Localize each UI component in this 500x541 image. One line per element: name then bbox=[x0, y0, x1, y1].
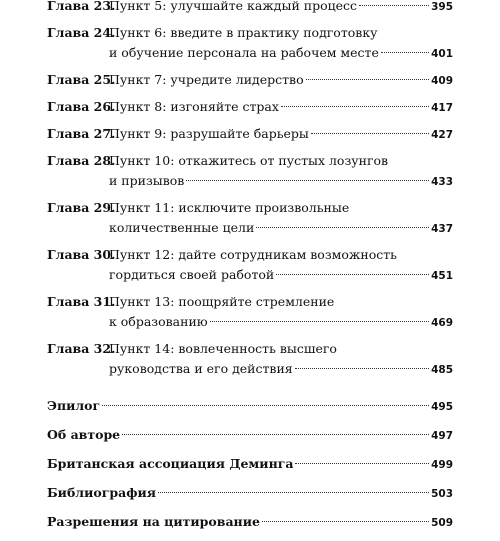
page-number: 433 bbox=[431, 176, 453, 188]
dot-leader bbox=[306, 79, 429, 80]
page-number: 503 bbox=[431, 488, 453, 500]
back-matter-line bbox=[47, 483, 453, 504]
chapter-title-text: руководства и его действия bbox=[109, 361, 293, 376]
back-matter-line bbox=[47, 512, 453, 533]
page-number: 395 bbox=[431, 1, 453, 13]
dot-leader bbox=[281, 106, 429, 107]
back-matter-title: Британская ассоциация Деминга bbox=[47, 456, 294, 471]
page-number: 469 bbox=[431, 317, 453, 329]
page-number: 409 bbox=[431, 75, 453, 87]
toc-chapter-entry bbox=[47, 0, 453, 17]
dot-leader bbox=[256, 227, 429, 228]
dot-leader bbox=[122, 434, 429, 435]
chapter-title-text: гордиться своей работой bbox=[109, 267, 275, 282]
chapter-title-line bbox=[109, 245, 453, 265]
back-matter-body bbox=[47, 396, 453, 417]
chapter-title-line bbox=[109, 339, 453, 359]
dot-leader bbox=[158, 492, 429, 493]
chapter-number: Глава 28. bbox=[47, 153, 116, 168]
back-matter-body bbox=[47, 454, 453, 475]
dot-leader bbox=[276, 274, 429, 275]
chapter-title-text: Пункт 12: дайте сотрудникам возможность bbox=[109, 247, 397, 262]
page-number: 509 bbox=[431, 517, 453, 529]
back-matter-title: Разрешения на цитирование bbox=[47, 514, 260, 529]
toc-chapter-entry bbox=[47, 151, 453, 192]
section-gap bbox=[47, 386, 453, 396]
back-matter-line bbox=[47, 425, 453, 446]
toc-back-matter-entry bbox=[47, 454, 453, 475]
chapter-title-text: Пункт 6: введите в практику подготовку bbox=[109, 25, 378, 40]
toc-chapter-entry bbox=[47, 70, 453, 91]
chapter-number: Глава 25. bbox=[47, 72, 116, 87]
chapter-title-line bbox=[109, 359, 453, 380]
back-matter-title: Об авторе bbox=[47, 427, 121, 442]
dot-leader bbox=[381, 52, 429, 53]
page-number: 451 bbox=[431, 270, 453, 282]
table-of-contents bbox=[47, 0, 453, 541]
back-matter-body bbox=[47, 512, 453, 533]
chapter-body bbox=[109, 0, 453, 17]
chapter-title-line bbox=[109, 70, 453, 91]
page-number: 417 bbox=[431, 102, 453, 114]
chapter-number: Глава 26. bbox=[47, 99, 116, 114]
chapter-number: Глава 27. bbox=[47, 126, 116, 141]
chapter-body bbox=[109, 151, 453, 192]
chapter-title-line bbox=[109, 43, 453, 64]
toc-chapter-entry bbox=[47, 292, 453, 333]
chapter-body bbox=[109, 292, 453, 333]
chapter-title-text: количественные цели bbox=[109, 220, 255, 235]
chapter-number: Глава 31. bbox=[47, 294, 116, 309]
chapter-number: Глава 29. bbox=[47, 200, 116, 215]
toc-chapter-entry bbox=[47, 339, 453, 380]
toc-back-matter-entry bbox=[47, 396, 453, 417]
dot-leader bbox=[359, 5, 429, 6]
chapter-title-line bbox=[109, 171, 453, 192]
dot-leader bbox=[295, 463, 429, 464]
toc-chapter-entry bbox=[47, 23, 453, 64]
back-matter-body bbox=[47, 425, 453, 446]
dot-leader bbox=[262, 521, 429, 522]
chapter-title-line bbox=[109, 312, 453, 333]
toc-back-matter-entry bbox=[47, 512, 453, 533]
chapter-title-text: Пункт 11: исключите произвольные bbox=[109, 200, 350, 215]
chapter-title-line bbox=[109, 0, 453, 17]
chapter-title-line bbox=[109, 151, 453, 171]
chapter-title-line bbox=[109, 198, 453, 218]
toc-back-matter-entry bbox=[47, 425, 453, 446]
chapter-title-text: Пункт 14: вовлеченность высшего bbox=[109, 341, 337, 356]
chapter-number: Глава 32. bbox=[47, 341, 116, 356]
chapter-title-text: Пункт 7: учредите лидерство bbox=[109, 72, 304, 87]
dot-leader bbox=[210, 321, 429, 322]
page-number: 437 bbox=[431, 223, 453, 235]
toc-chapter-entry bbox=[47, 97, 453, 118]
chapter-title-text: Пункт 10: откажитесь от пустых лозунгов bbox=[109, 153, 389, 168]
chapter-title-text: Пункт 5: улучшайте каждый процесс bbox=[109, 0, 358, 13]
chapter-body bbox=[109, 198, 453, 239]
chapter-body bbox=[109, 124, 453, 145]
back-matter-body bbox=[47, 483, 453, 504]
dot-leader bbox=[186, 180, 429, 181]
chapter-title-text: Пункт 9: разрушайте барьеры bbox=[109, 126, 309, 141]
toc-chapter-entry bbox=[47, 198, 453, 239]
chapter-title-text: Пункт 8: изгоняйте страх bbox=[109, 99, 279, 114]
back-matter-title: Эпилог bbox=[47, 398, 101, 413]
toc-chapter-entry bbox=[47, 245, 453, 286]
page-number: 485 bbox=[431, 364, 453, 376]
chapter-number: Глава 23. bbox=[47, 0, 116, 13]
chapter-number: Глава 24. bbox=[47, 25, 116, 40]
chapter-title-text: и призывов bbox=[109, 173, 185, 188]
chapter-body bbox=[109, 245, 453, 286]
back-matter-title: Библиография bbox=[47, 485, 156, 500]
chapter-title-line bbox=[109, 23, 453, 43]
dot-leader bbox=[311, 133, 429, 134]
chapter-body bbox=[109, 97, 453, 118]
back-matter-line bbox=[47, 454, 453, 475]
chapter-body bbox=[109, 339, 453, 380]
toc-back-matter-entry bbox=[47, 483, 453, 504]
chapter-title-text: к образованию bbox=[109, 314, 208, 329]
page-number: 401 bbox=[431, 48, 453, 60]
chapter-title-line bbox=[109, 265, 453, 286]
chapter-title-line bbox=[109, 292, 453, 312]
chapter-title-text: и обучение персонала на рабочем месте bbox=[109, 45, 379, 60]
dot-leader bbox=[295, 368, 429, 369]
page-number: 497 bbox=[431, 430, 453, 442]
chapter-number: Глава 30. bbox=[47, 247, 116, 262]
back-matter-line bbox=[47, 396, 453, 417]
chapter-title-line bbox=[109, 218, 453, 239]
dot-leader bbox=[102, 405, 429, 406]
chapter-title-line bbox=[109, 97, 453, 118]
chapter-title-line bbox=[109, 124, 453, 145]
page-number: 427 bbox=[431, 129, 453, 141]
chapter-body bbox=[109, 70, 453, 91]
page-number: 499 bbox=[431, 459, 453, 471]
chapter-body bbox=[109, 23, 453, 64]
toc-chapter-entry bbox=[47, 124, 453, 145]
chapter-title-text: Пункт 13: поощряйте стремление bbox=[109, 294, 335, 309]
page-number: 495 bbox=[431, 401, 453, 413]
